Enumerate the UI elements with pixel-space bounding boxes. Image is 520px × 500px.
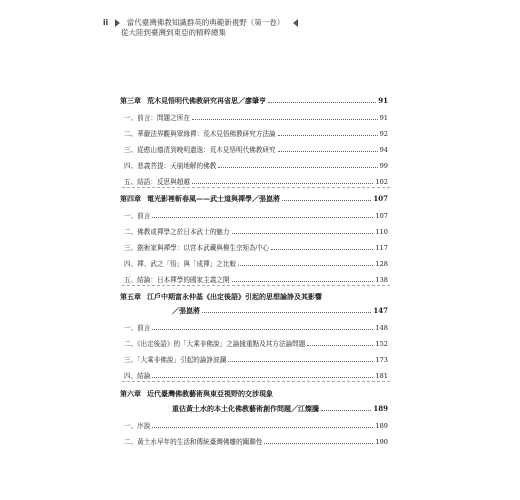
chapter-page: 107 (373, 194, 388, 203)
leader-dots (232, 233, 374, 234)
leader-dots (278, 135, 378, 136)
leader-dots (152, 329, 373, 330)
chapter-label: 第四章 (120, 194, 141, 203)
leader-dots (321, 410, 371, 411)
leader-dots (232, 281, 374, 282)
entry-page: 117 (375, 244, 388, 252)
chapter-label: 第六章 (120, 389, 141, 398)
toc-entry[interactable] (120, 226, 388, 236)
toc-chapter-6-cont[interactable] (120, 404, 388, 414)
running-header (103, 18, 298, 38)
toc-chapter-4[interactable] (120, 194, 388, 204)
entry-page: 190 (375, 438, 388, 446)
header-line-1 (103, 18, 298, 28)
entry-label: 二、《出定後語》的「大乘非佛說」之論據重點及其方法論問題 (124, 340, 306, 348)
entry-page: 189 (375, 422, 388, 430)
chapter-page: 91 (378, 96, 388, 105)
toc-entry[interactable] (120, 160, 388, 170)
entry-page: 110 (375, 228, 388, 236)
toc-entry[interactable] (120, 354, 388, 364)
entry-label: 三、「大乘非佛說」引起的論諍波瀾 (124, 356, 227, 364)
header-title-2: 從大陸到臺灣到東亞的精粹總集 (121, 28, 226, 37)
toc-entry[interactable] (120, 322, 388, 332)
triangle-left-icon (293, 19, 298, 27)
triangle-right-icon (115, 19, 120, 27)
chapter-title: 江戶中期富永仲基《出定後語》引起的思想論諍及其影響 (147, 292, 322, 301)
section-divider (122, 285, 390, 286)
entry-page: 92 (379, 130, 388, 138)
toc-entry[interactable] (120, 210, 388, 220)
entry-label: 三、從憨山德清到晚明遺逸：荒木見悟明代佛教研究 (124, 146, 276, 154)
leader-dots (152, 377, 373, 378)
entry-label: 二、華嚴法界觀與眾緣禪：荒木見悟佛教研究方法論 (124, 130, 276, 138)
leader-dots (271, 249, 373, 250)
chapter-title: 近代臺灣佛教藝術與東亞視野的交涉現象 (147, 389, 273, 398)
entry-label: 五、結論：日本禪學的國家主義之開 (124, 276, 230, 284)
leader-dots (268, 102, 376, 103)
toc-entry[interactable] (120, 258, 388, 268)
leader-dots (152, 217, 373, 218)
entry-label: 一、序說 (124, 422, 151, 430)
entry-page: 138 (375, 276, 388, 284)
toc-chapter-5[interactable] (120, 292, 388, 302)
entry-label: 四、結論 (124, 372, 151, 380)
toc-entry[interactable] (120, 176, 388, 186)
toc-entry[interactable] (120, 274, 388, 284)
toc-entry[interactable] (120, 370, 388, 380)
entry-page: 102 (375, 178, 388, 186)
section-divider (122, 381, 390, 382)
entry-label: 三、劍術家與禪學：以宮本武藏與柳生宗矩為中心 (124, 244, 270, 252)
entry-page: 107 (375, 212, 388, 220)
toc-chapter-6[interactable] (120, 389, 388, 399)
entry-label: 一、前言 (124, 212, 151, 220)
entry-page: 152 (375, 340, 388, 348)
leader-dots (282, 200, 371, 201)
leader-dots (264, 443, 373, 444)
entry-label: 二、黃土水早年的生活和傳統臺灣佛雕的關聯性 (124, 438, 263, 446)
leader-dots (192, 119, 378, 120)
chapter-title: 荒木見悟明代佛教研究再省思／廖肇亨 (147, 96, 266, 105)
toc-chapter-5-cont[interactable] (120, 306, 388, 316)
toc-entry[interactable] (120, 144, 388, 154)
chapter-title: 電光影裡斬春風——武士道與禪學／張崑將 (147, 194, 280, 203)
header-title-1: 當代臺灣佛教知識群英的典範新視野（第一卷） (126, 18, 285, 27)
toc-entry[interactable] (120, 112, 388, 122)
chapter-title-cont: ／張崑將 (172, 306, 200, 315)
chapter-label: 第三章 (120, 96, 141, 105)
toc-chapter-3[interactable] (120, 96, 388, 106)
chapter-page: 189 (373, 404, 388, 413)
leader-dots (218, 167, 377, 168)
entry-page: 94 (379, 146, 388, 154)
leader-dots (307, 345, 373, 346)
chapter-label: 第五章 (120, 292, 141, 301)
section-divider (122, 187, 390, 188)
header-page-number: ii (103, 18, 109, 27)
toc-entry[interactable] (120, 338, 388, 348)
entry-page: 91 (379, 114, 388, 122)
toc-entry[interactable] (120, 420, 388, 430)
leader-dots (228, 361, 373, 362)
leader-dots (152, 427, 373, 428)
entry-page: 173 (375, 356, 388, 364)
leader-dots (238, 265, 373, 266)
toc-entry[interactable] (120, 128, 388, 138)
entry-label: 四、禪、武之「悟」與「成禪」之比較 (124, 260, 237, 268)
header-line-2 (103, 28, 298, 38)
toc-entry[interactable] (120, 242, 388, 252)
entry-page: 128 (375, 260, 388, 268)
entry-page: 181 (375, 372, 388, 380)
entry-page: 148 (375, 324, 388, 332)
leader-dots (278, 151, 378, 152)
chapter-page: 147 (373, 306, 388, 315)
entry-label: 五、結語：反思與超越 (124, 178, 190, 186)
entry-page: 99 (379, 162, 388, 170)
entry-label: 二、佛教或禪學之於日本武士的魅力 (124, 228, 230, 236)
leader-dots (202, 312, 371, 313)
chapter-title-cont: 重估黃土水的本土化佛教藝術創作問題／江燦騰 (172, 404, 319, 413)
entry-label: 四、悲義菩提：天崩地解的佛教 (124, 162, 217, 170)
leader-dots (192, 183, 373, 184)
entry-label: 一、前言：問題之所在 (124, 114, 190, 122)
toc-entry[interactable] (120, 436, 388, 446)
entry-label: 一、前言 (124, 324, 151, 332)
